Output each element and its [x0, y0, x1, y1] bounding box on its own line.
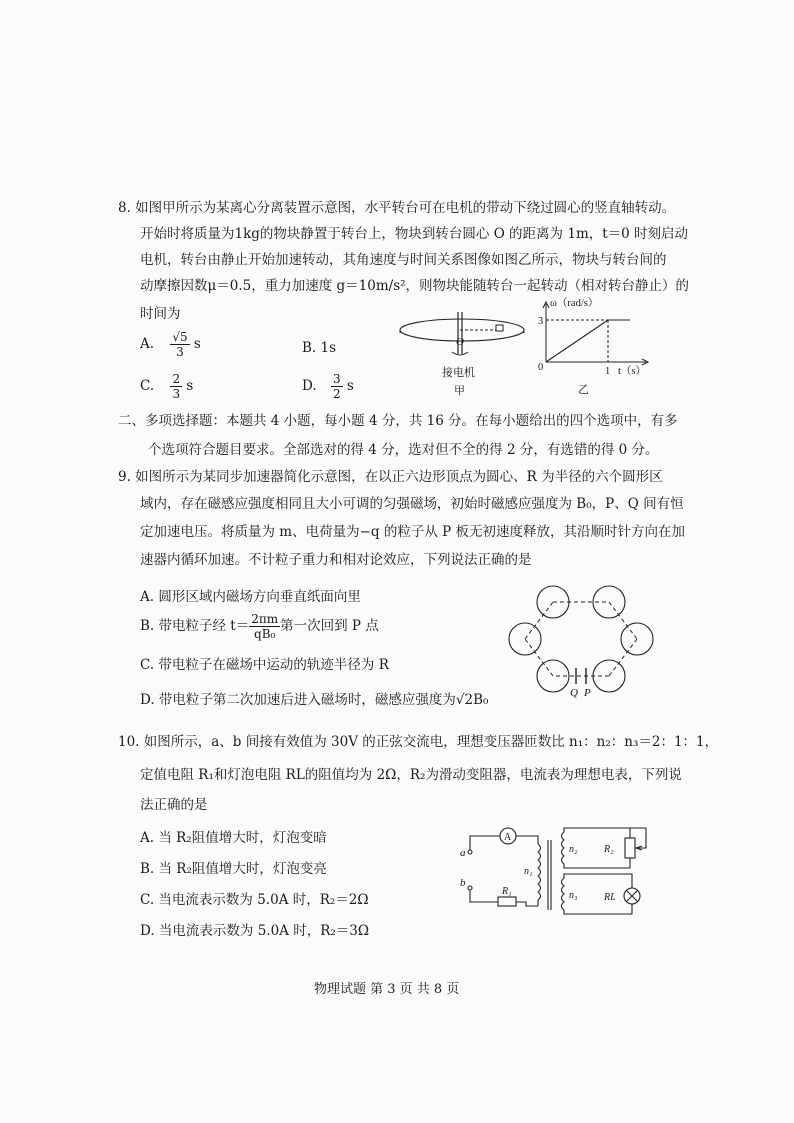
q8-line3: 电机，转台由静止开始加速转动，其角速度与时间关系图像如图乙所示，物块与转台间的: [140, 252, 667, 268]
q8-option-a-unit: s: [193, 336, 201, 352]
q8-line2: 开始时将质量为1kg的物块静置于转台上，物块到转台圆心 O 的距离为 1m，t＝0 时刻启动: [140, 226, 689, 242]
figure-jia-caption: 甲: [454, 385, 465, 397]
resistor-r1: [498, 897, 516, 906]
turntable-figure: [396, 308, 536, 400]
q8-line5: 时间为: [140, 306, 181, 322]
q-label: Q: [570, 687, 578, 699]
terminal-b: [468, 886, 472, 890]
omega-time-graph: [536, 296, 656, 396]
q9-option-b-den: qB₀: [254, 627, 276, 641]
transformer-circuit: [460, 826, 660, 920]
y-axis-label: ω（rad/s）: [550, 298, 599, 309]
label-n2: n₂: [569, 844, 578, 855]
q10-option-d: D. 当电流表示数为 5.0A 时，R₂＝3Ω: [140, 923, 370, 939]
secondary-coil-n3: [562, 878, 565, 910]
q8-line1: 8. 如图甲所示为某离心分离装置示意图，水平转台可在电机的带动下绕过圆心的竖直轴转动。: [118, 200, 676, 216]
q8-line4: 动摩擦因数μ＝0.5，重力加速度 g＝10m/s²，则物块能随转台一起转动（相对转台静止）的: [140, 278, 690, 294]
q9-option-b-suffix: 第一次回到 P 点: [280, 618, 379, 634]
label-r1: R₁: [502, 886, 512, 897]
q10-option-a: A. 当 R₂阻值增大时，灯泡变暗: [140, 830, 327, 846]
page-footer: 物理试题 第 3 页 共 8 页: [314, 982, 460, 997]
terminal-a: [468, 850, 472, 854]
q9-option-c: C. 带电粒子在磁场中运动的轨迹半径为 R: [140, 657, 389, 673]
q9-option-b: [140, 612, 379, 641]
y-tick-3: 3: [538, 316, 544, 327]
p-label: P: [584, 687, 591, 699]
secondary-coil-n2: [562, 832, 565, 864]
q8-option-c: [140, 372, 193, 401]
q10-line3: 法正确的是: [140, 797, 208, 813]
q8-option-a-den: 3: [176, 345, 184, 359]
label-a: a: [460, 847, 466, 859]
q9-line2: 域内，存在磁感应强度相同且大小可调的匀强磁场，初始时磁感应强度为 B₀，P、Q 间有恒: [140, 496, 684, 512]
q9-line4: 速器内循环加速。不计粒子重力和相对论效应，下列说法正确的是: [140, 552, 532, 568]
x-axis-label: t（s）: [618, 366, 647, 377]
q9-option-b-num: 2πm: [251, 612, 279, 626]
primary-coil-n1: [538, 844, 541, 900]
q8-option-c-num: 2: [172, 372, 181, 386]
block: [496, 325, 503, 331]
q8-option-a-num: √5: [172, 330, 188, 344]
q9-line1: 9. 如图所示为某同步加速器简化示意图，在以正六边形顶点为圆心、R 为半径的六个圆形区: [118, 469, 663, 485]
q8-option-c-den: 3: [172, 387, 181, 401]
q8-option-d-den: 2: [332, 387, 341, 401]
q8-option-c-unit: s: [186, 378, 194, 394]
section2-line2: 个选项符合题目要求。全部选对的得 4 分，选对但不全的得 2 分，有选错的得 0 分。: [148, 442, 659, 458]
label-rl: RL: [604, 892, 616, 903]
figure-yi-caption: 乙: [578, 384, 589, 396]
q10-line1: 10. 如图所示，a、b 间接有效值为 30V 的正弦交流电，理想变压器匝数比 n₁：n₂：n₃＝2：1：1，: [118, 734, 719, 750]
motor-label: 接电机: [442, 367, 475, 379]
q10-option-b: B. 当 R₂阻值增大时，灯泡变亮: [140, 861, 327, 877]
q8-option-c-label: C.: [140, 378, 155, 394]
label-n1: n₁: [524, 866, 533, 877]
q8-option-d-num: 3: [332, 372, 341, 386]
q9-line3: 定加速电压。将质量为 m、电荷量为−q 的粒子从 P 板无初速度释放，其沿顺时针方向在加: [140, 524, 686, 540]
q9-option-a: A. 圆形区域内磁场方向垂直纸面向里: [140, 589, 361, 605]
q10-line2: 定值电阻 R₁和灯泡电阻 RL的阻值均为 2Ω，R₂为滑动变阻器，电流表为理想电表，下列说: [140, 767, 682, 783]
accelerator-figure: [510, 582, 660, 702]
ammeter-label: A: [504, 832, 512, 843]
q9-option-d: D. 带电粒子第二次加速后进入磁场时，磁感应强度为√2B₀: [140, 692, 489, 708]
center-label: O: [456, 336, 464, 348]
q8-option-d-label: D.: [302, 378, 317, 394]
q10-option-c: C. 当电流表示数为 5.0A 时，R₂＝2Ω: [140, 892, 369, 908]
x-tick-1: 1: [605, 366, 611, 377]
q8-option-d: [302, 372, 354, 401]
q8-option-d-unit: s: [346, 378, 354, 394]
rotation-arrow-icon: [452, 352, 468, 355]
q9-option-b-prefix: B. 带电粒子经 t＝: [140, 618, 250, 634]
q8-option-a-label: A.: [140, 336, 155, 352]
origin-label: 0: [538, 362, 544, 373]
ramp-line: [546, 320, 608, 362]
section2-line1: 二、多项选择题：本题共 4 小题，每小题 4 分，共 16 分。在每小题给出的四个选项中，有多: [118, 413, 678, 429]
q8-option-b: B. 1s: [302, 340, 337, 356]
label-r2: R₂: [604, 844, 614, 855]
q8-option-a: [140, 330, 201, 359]
rheostat-r2: [625, 838, 635, 858]
label-b: b: [460, 877, 466, 889]
label-n3: n₃: [569, 890, 578, 901]
